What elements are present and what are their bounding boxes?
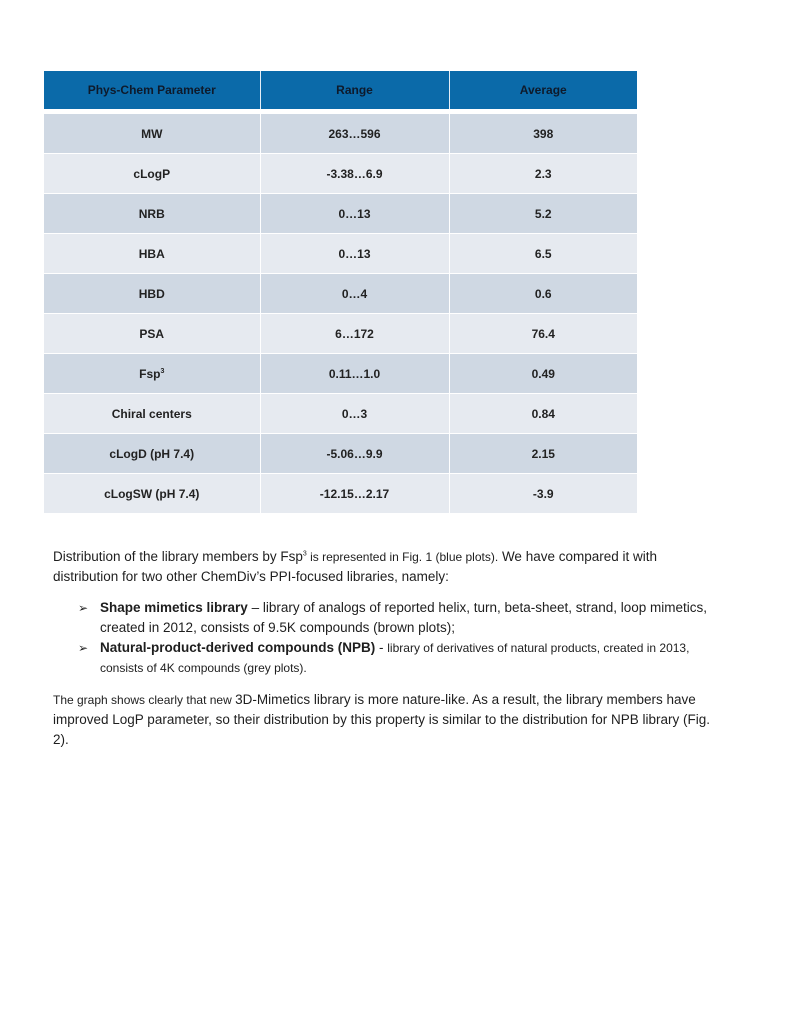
header-parameter: Phys-Chem Parameter [44, 71, 260, 110]
range-cell: 0…4 [260, 274, 449, 314]
average-cell: 0.49 [449, 354, 637, 394]
average-cell: 0.6 [449, 274, 637, 314]
average-cell: 76.4 [449, 314, 637, 354]
param-cell: HBD [44, 274, 260, 314]
table-row [44, 274, 637, 314]
table-row [44, 474, 637, 514]
table-row [44, 154, 637, 194]
average-cell: 0.84 [449, 394, 637, 434]
range-cell: 6…172 [260, 314, 449, 354]
range-cell: 0…13 [260, 234, 449, 274]
param-cell: PSA [44, 314, 260, 354]
table-row [44, 434, 637, 474]
paragraph-distribution: Distribution of the library members by Fsp$^3$ is represented in Fig. 1 (blue plots). We have compared it with distribution for two other ChemDiv’s PPI-focused libraries, namely: [53, 549, 658, 584]
range-cell: -5.06…9.9 [260, 434, 449, 474]
param-cell: cLogSW (pH 7.4) [44, 474, 260, 514]
average-cell: 5.2 [449, 194, 637, 234]
param-cell: MW [44, 114, 260, 154]
range-cell: -3.38…6.9 [260, 154, 449, 194]
param-cell: cLogP [44, 154, 260, 194]
table-row [44, 354, 637, 394]
list-item: ➢ Shape mimetics library – library of analogs of reported helix, turn, beta-sheet, strand, loop mimetics, created in 2012, consists of 9.5K compounds (brown plots); [78, 600, 708, 635]
average-cell: 2.15 [449, 434, 637, 474]
average-cell: 398 [449, 114, 637, 154]
table-row [44, 114, 637, 154]
arrow-bullet-icon: ➢ [78, 601, 89, 615]
table-header-row [44, 71, 637, 110]
paragraph-conclusion: The graph shows clearly that new 3D-Mimetics library is more nature-like. As a result, the library members have improved LogP parameter, so their distribution by this property is similar to the distribution for NPB library (Fig. 2). [53, 692, 711, 747]
table-row [44, 394, 637, 434]
range-cell: 0.11…1.0 [260, 354, 449, 394]
range-cell: -12.15…2.17 [260, 474, 449, 514]
phys-chem-table [44, 71, 637, 514]
range-cell: 0…13 [260, 194, 449, 234]
list-item: ➢ Natural-product-derived compounds (NPB) - library of derivatives of natural products, created in 2013, consists of 4K compounds (grey plots). [78, 640, 690, 675]
param-cell: HBA [44, 234, 260, 274]
param-cell: NRB [44, 194, 260, 234]
table-row [44, 194, 637, 234]
header-range: Range [260, 71, 449, 110]
table-row [44, 314, 637, 354]
arrow-bullet-icon: ➢ [78, 641, 89, 655]
superscript: 3 [160, 367, 165, 375]
param-cell: Chiral centers [44, 394, 260, 434]
average-cell: 2.3 [449, 154, 637, 194]
param-cell: Fsp$^3$ [44, 354, 260, 394]
header-average: Average [449, 71, 637, 110]
range-cell: 263…596 [260, 114, 449, 154]
range-cell: 0…3 [260, 394, 449, 434]
average-cell: -3.9 [449, 474, 637, 514]
average-cell: 6.5 [449, 234, 637, 274]
library-list [78, 598, 718, 678]
table-row [44, 234, 637, 274]
param-cell: cLogD (pH 7.4) [44, 434, 260, 474]
